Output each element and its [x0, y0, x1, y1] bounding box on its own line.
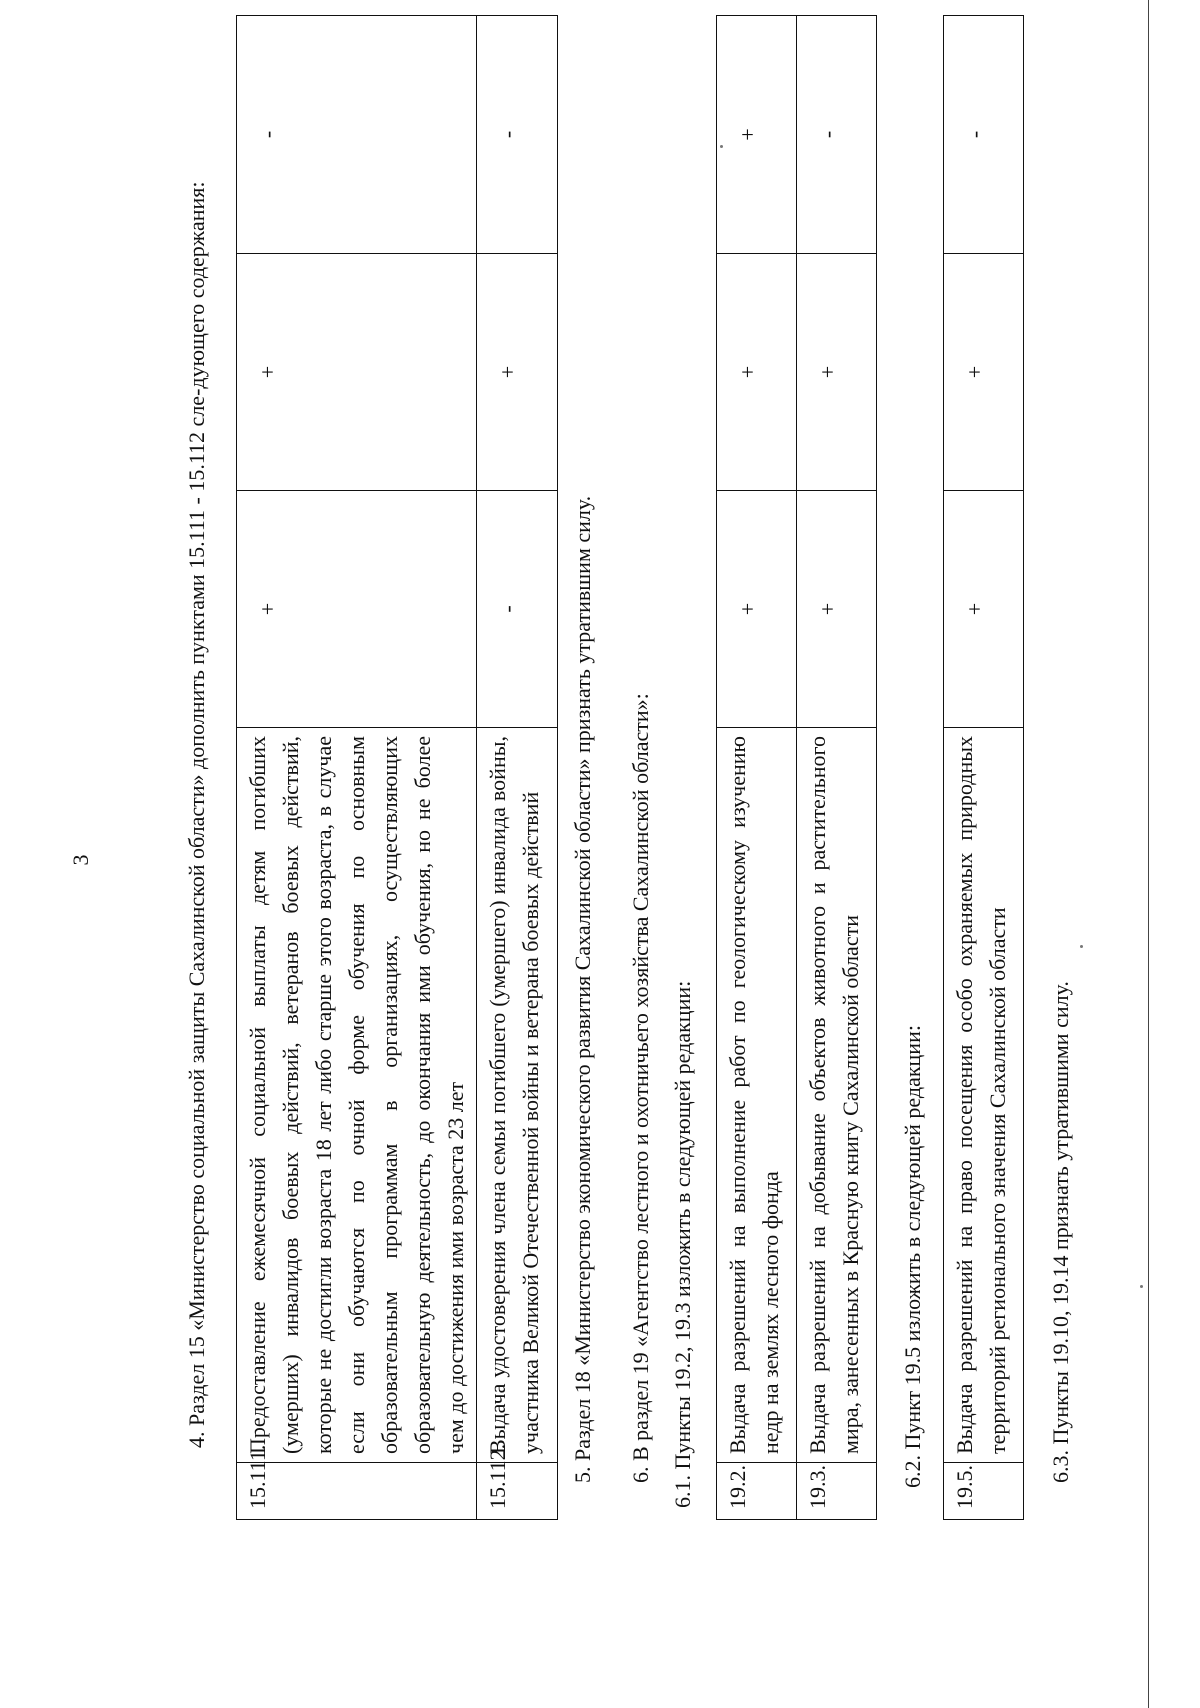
row-mark-2: + [477, 254, 558, 491]
row-mark-2: + [797, 254, 877, 491]
row-number: 19.5. [944, 1463, 1024, 1520]
scan-edge-line [1148, 0, 1149, 1708]
table-section-15 [236, 15, 558, 1520]
table-row [237, 16, 477, 1520]
table-row [717, 16, 797, 1520]
page-number: 3 [68, 854, 93, 866]
scan-speck [720, 145, 723, 148]
scan-speck [1140, 1285, 1143, 1288]
row-description: Предоставление ежемесячной социальной выплаты детям погибших (умерших) инвалидов боевых действий, ветеранов боевых действий, которые не достигли возраста 18 лет либо старше этого возраста, в случае если они обучаются по очной форме обучения по основным образовательным программам в организациях, осуществляющих образовательную деятельность, до окончания ими обучения, но не более чем до достижения ими возраста 23 лет [237, 728, 477, 1463]
row-mark-3: - [797, 16, 877, 254]
paragraph-4: 4. Раздел 15 «Министерство социальной защиты Сахалинской области» дополнить пунктами 15.111 - 15.112 сле-дующего содержания: [184, 181, 209, 1448]
row-mark-1: + [717, 491, 797, 728]
paragraph-6-2: 6.2. Пункт 19.5 изложить в следующей редакции: [900, 1025, 925, 1488]
row-description: Выдача разрешений на право посещения особо охраняемых природных территорий регионального значения Сахалинской области [944, 728, 1024, 1463]
row-mark-2: + [717, 254, 797, 491]
row-mark-1: + [797, 491, 877, 728]
paragraph-5: 5. Раздел 18 «Министерство экономического развития Сахалинской области» признать утратившим силу. [570, 495, 595, 1483]
table-row [944, 16, 1024, 1520]
row-mark-3: - [944, 16, 1024, 254]
row-mark-2: + [944, 254, 1024, 491]
paragraph-6-3: 6.3. Пункты 19.10, 19.14 признать утратившими силу. [1048, 981, 1073, 1483]
row-number: 19.2. [717, 1463, 797, 1520]
table-section-19-5 [943, 15, 1024, 1520]
table-section-19-2 [716, 15, 877, 1520]
row-mark-1: - [477, 491, 558, 728]
row-number: 15.112. [477, 1463, 558, 1520]
paragraph-6: 6. В раздел 19 «Агентство лестного и охотничьего хозяйства Сахалинской области»: [628, 693, 653, 1483]
table-row [797, 16, 877, 1520]
table-row [477, 16, 558, 1520]
row-mark-3: + [717, 16, 797, 254]
row-description: Выдача разрешений на выполнение работ по геологическому изучению недр на землях лесного фонда [717, 728, 797, 1463]
row-description: Выдача разрешений на добывание объектов животного и растительного мира, занесенных в Красную книгу Сахалинской области [797, 728, 877, 1463]
row-mark-1: + [237, 491, 477, 728]
paragraph-6-1: 6.1. Пункты 19.2, 19.3 изложить в следующей редакции: [670, 980, 695, 1508]
row-mark-3: - [237, 16, 477, 254]
scan-speck [1080, 945, 1083, 948]
row-number: 19.3. [797, 1463, 877, 1520]
row-number: 15.111. [237, 1463, 477, 1520]
row-mark-2: + [237, 254, 477, 491]
row-description: Выдача удостоверения члена семьи погибшего (умершего) инвалида войны, участника Великой Отечественной войны и ветерана боевых действий [477, 728, 558, 1463]
row-mark-3: - [477, 16, 558, 254]
row-mark-1: + [944, 491, 1024, 728]
